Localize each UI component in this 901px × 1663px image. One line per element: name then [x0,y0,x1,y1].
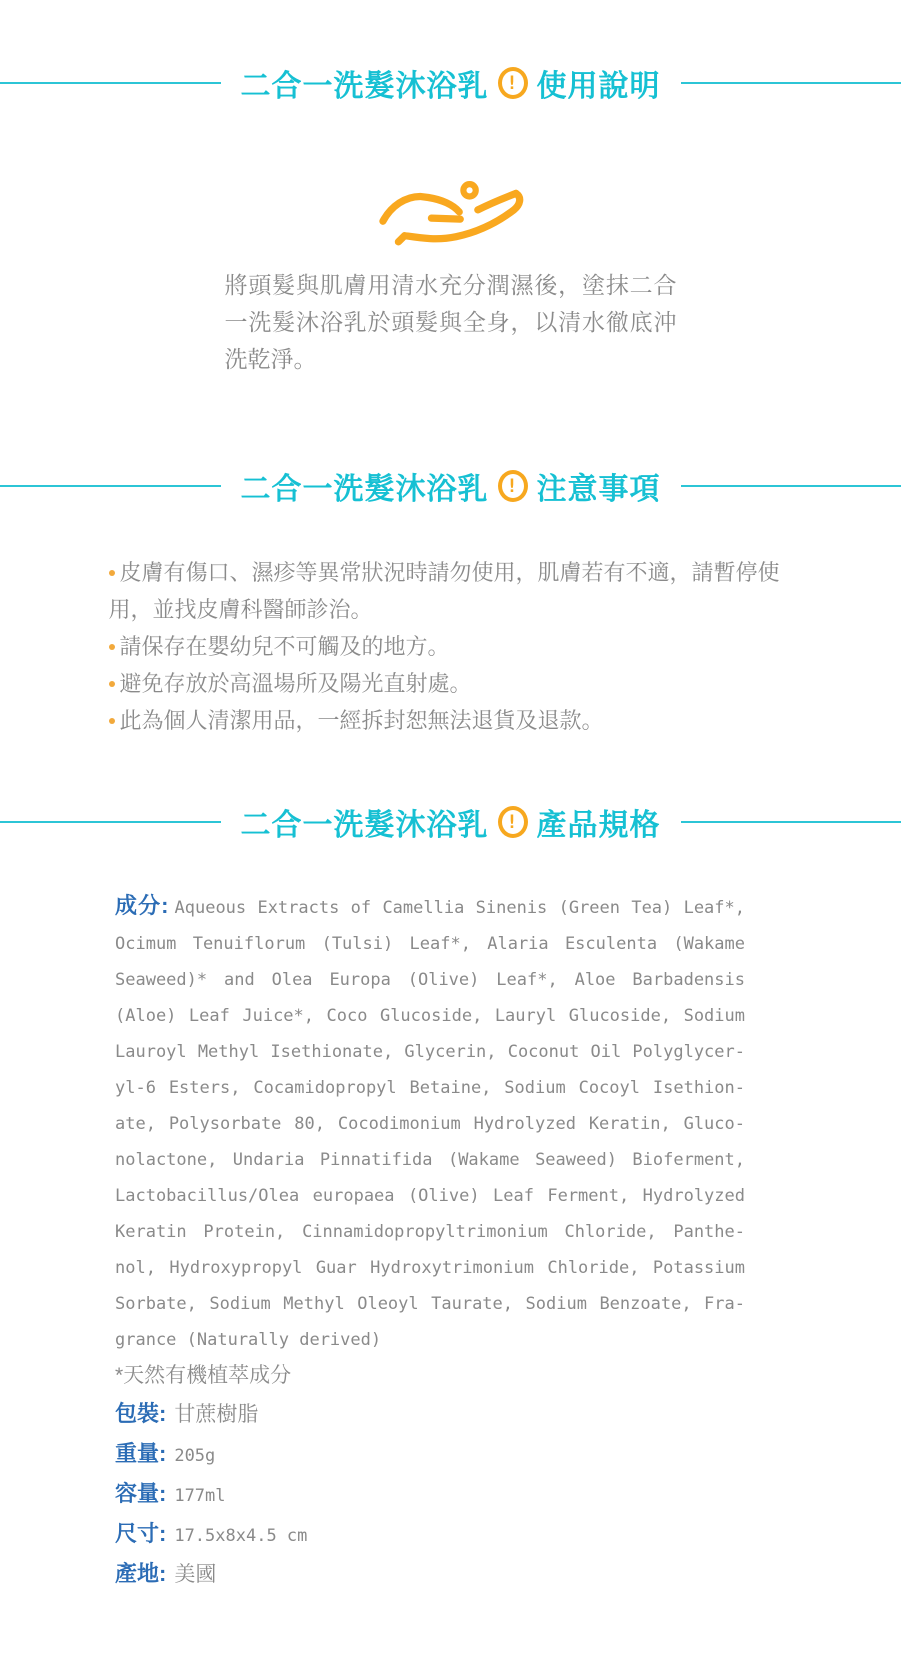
divider-line [0,82,221,84]
divider-line [681,485,901,487]
ingredient-line: ate, Polysorbate 80, Cocodimonium Hydrolyzed Keratin, Gluco- [115,1114,745,1134]
ingredient-line: Keratin Protein, Cinnamidopropyltrimonium Chloride, Panthe- [115,1222,745,1242]
section-title [241,61,661,105]
exclamation-circle-icon: ! [498,67,528,99]
spec-field-weight [115,1435,755,1475]
spec-value: 17.5x8x4.5 cm [174,1526,308,1546]
precaution-item: 請保存在嬰幼兒不可觸及的地方。 [109,628,793,665]
divider-line [681,82,901,84]
spec-value: 甘蔗樹脂 [174,1403,259,1426]
usage-icon-area [0,181,901,247]
specs-heading-text: 產品規格 [536,809,661,842]
spec-field-origin [115,1555,755,1595]
spec-value: 美國 [174,1563,217,1586]
specs-section-header [0,800,901,844]
precautions-list [109,554,793,739]
ingredient-line: (Aloe) Leaf Juice*, Coco Glucoside, Lauryl Glucoside, Sodium [115,1006,745,1026]
product-name-text: 二合一洗髮沐浴乳 [240,70,489,103]
spec-field-size [115,1515,755,1555]
ingredient-line: nol, Hydroxypropyl Guar Hydroxytrimonium Chloride, Potassium [115,1258,745,1278]
exclamation-circle-icon: ! [498,470,528,502]
spec-label: 容量: [115,1481,167,1506]
spec-value: 177ml [174,1486,226,1506]
precautions-section-header [0,464,901,508]
spec-value: 205g [174,1446,216,1466]
section-title [241,464,661,508]
bullet-icon [109,718,115,724]
ingredients-block [115,888,745,1358]
spec-label: 重量: [115,1441,167,1466]
ingredient-line: Lactobacillus/Olea europaea (Olive) Leaf Ferment, Hydrolyzed [115,1186,745,1206]
spec-label: 產地: [115,1561,167,1586]
bullet-icon [109,570,115,576]
ingredient-line: yl-6 Esters, Cocamidopropyl Betaine, Sodium Cocoyl Isethion- [115,1078,745,1098]
specs-content [115,888,755,1595]
ingredient-line: Sorbate, Sodium Methyl Oleoyl Taurate, Sodium Benzoate, Fra- [115,1294,745,1314]
spec-fields [115,1395,755,1595]
section-title [241,800,661,844]
bullet-icon [109,681,115,687]
spec-label: 尺寸: [115,1521,167,1546]
precaution-item: 此為個人清潔用品，一經拆封恕無法退貨及退款。 [109,702,793,739]
divider-line [681,821,901,823]
usage-section-header [0,61,901,105]
product-name-text: 二合一洗髮沐浴乳 [240,473,489,506]
ingredients-label: 成分: [115,893,169,918]
ingredient-line: grance (Naturally derived) [115,1330,382,1350]
spec-field-volume [115,1475,755,1515]
usage-instructions: 將頭髮與肌膚用清水充分潤濕後，塗抹二合一洗髮沐浴乳於頭髮與全身，以清水徹底沖洗乾淨。 [224,272,677,372]
precautions-heading-text: 注意事項 [536,473,661,506]
hand-with-water-drop-icon [376,181,526,247]
precaution-item: 避免存放於高溫場所及陽光直射處。 [109,665,793,702]
bullet-icon [109,644,115,650]
ingredient-line: Seaweed)* and Olea Europa (Olive) Leaf*, Aloe Barbadensis [115,970,745,990]
divider-line [0,821,221,823]
ingredient-line: Ocimum Tenuiflorum (Tulsi) Leaf*, Alaria Esculenta (Wakame [115,934,745,954]
ingredient-line: nolactone, Undaria Pinnatifida (Wakame Seaweed) Bioferment, [115,1150,745,1170]
product-name-text: 二合一洗髮沐浴乳 [240,809,489,842]
spec-label: 包裝: [115,1401,167,1426]
ingredients-note: *天然有機植萃成分 [115,1364,292,1387]
exclamation-circle-icon: ! [498,806,528,838]
precaution-item: 皮膚有傷口、濕疹等異常狀況時請勿使用，肌膚若有不適，請暫停使用，並找皮膚科醫師診治。 [108,560,780,622]
usage-heading-text: 使用說明 [536,70,661,103]
spec-field-packaging [115,1395,755,1435]
divider-line [0,485,221,487]
ingredient-line: 成分: Aqueous Extracts of Camellia Sinenis (Green Tea) Leaf*, [115,893,746,918]
ingredient-line: Lauroyl Methyl Isethionate, Glycerin, Coconut Oil Polyglycer- [115,1042,745,1062]
